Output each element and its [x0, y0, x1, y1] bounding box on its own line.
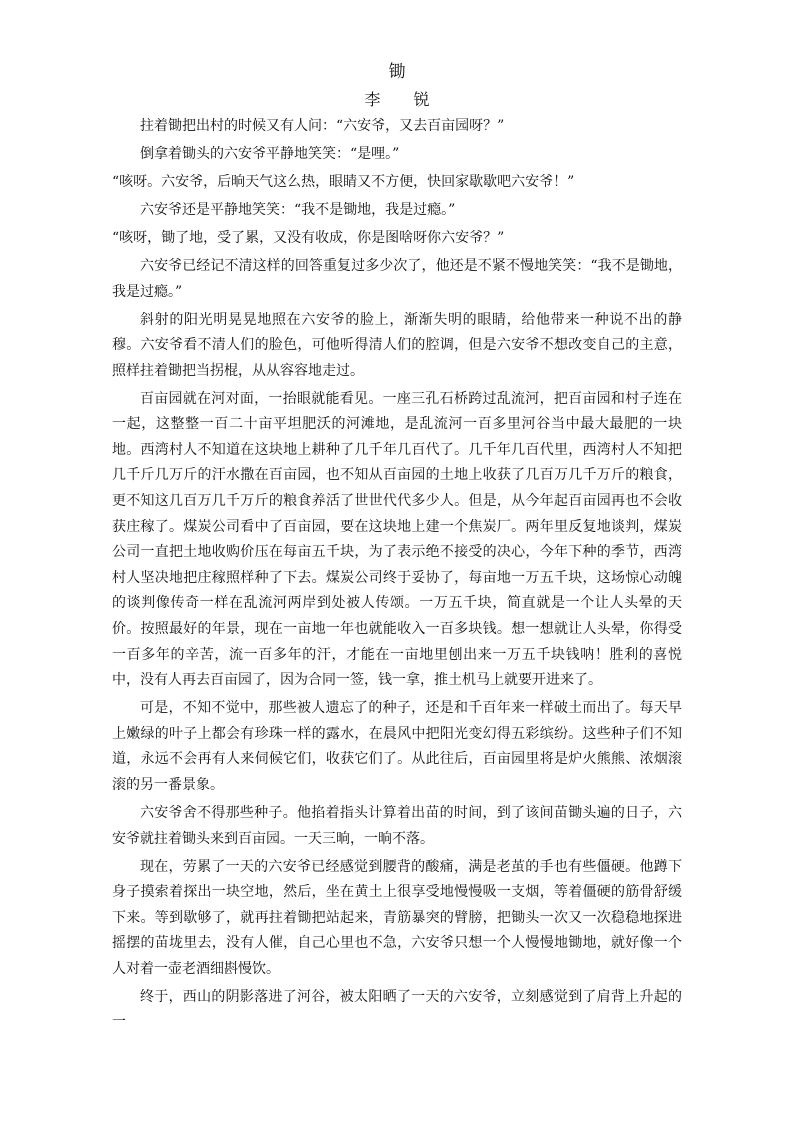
article-title: 锄	[388, 62, 406, 82]
document-page	[112, 60, 682, 1038]
paragraph: 拄着锄把出村的时候又有人问：“六安爷，又去百亩园呀？”	[140, 118, 505, 134]
paragraph: 可是，不知不觉中，那些被人遗忘了的种子，还是和千百年来一样破土而出了。每天早上嫩绿的叶子上都会有珍珠一样的露水，在晨风中把阳光变幻得五彩缤纷。这些种子们不知道，永远不会再有人来伺候它们，收获它们了。从此往后，百亩园里将是炉火熊熊、浓烟滚滚的另一番景象。	[112, 700, 682, 793]
paragraph: 斜射的阳光明晃晃地照在六安爷的脸上，渐渐失明的眼睛，给他带来一种说不出的静穆。六安爷看不清人们的脸色，可他听得清人们的腔调，但是六安爷不想改变自己的主意，照样拄着锄把当拐棍，从从容容地走过。	[112, 311, 682, 379]
paragraph: 现在，劳累了一天的六安爷已经感觉到腰背的酸痛，满是老茧的手也有些僵硬。他蹲下身子摸索着探出一块空地，然后，坐在黄土上很享受地慢慢吸一支烟，等着僵硬的筋骨舒缓下来。等到歇够了，就再拄着锄把站起来，青筋暴突的臂膀，把锄头一次又一次稳稳地探进摇摆的苗垅里去，没有人催，自己心里也不急，六安爷只想一个人慢慢地锄地，就好像一个人对着一壶老酒细斟慢饮。	[112, 858, 682, 977]
paragraph: 倒拿着锄头的六安爷平静地笑笑：“是哩。”	[140, 145, 400, 162]
paragraph: 百亩园就在河对面，一抬眼就能看见。一座三孔石桥跨过乱流河，把百亩园和村子连在一起，这整整一百二十亩平坦肥沃的河滩地，是乱流河一百多里河谷当中最大最肥的一块地。西湾村人不知道在这块地上耕种了几千年几百代了。几千年几百代里，西湾村人不知把几千斤几万斤的汗水撒在百亩园，也不知从百亩园的土地上收获了几百万几千万斤的粮食，更不知这几百万几千万斤的粮食养活了世世代代多少人。但是，从今年起百亩园再也不会收获庄稼了。煤炭公司看中了百亩园，要在这块地上建一个焦炭厂。两年里反复地谈判，煤炭公司一直把土地收购价压在每亩五千块，为了表示绝不接受的决心，今年下种的季节，西湾村人坚决地把庄稼照样种了下去。煤炭公司终于妥协了，每亩地一万五千块，这场惊心动魄的谈判像传奇一样在乱流河两岸到处被人传颂。一万五千块，简直就是一个让人头晕的天价。按照最好的年景，现在一亩地一年也就能收入一百多块钱。想一想就让人头晕，你得受一百多年的辛苦，流一百多年的汗，才能在一亩地里刨出来一万五千块钱呐！胜利的喜悦中，没有人再去百亩园了，因为合同一签，钱一拿，推土机马上就要开进来了。	[112, 390, 682, 689]
paragraph: 六安爷还是平静地笑笑：“我不是锄地，我是过瘾。”	[140, 201, 456, 218]
paragraph: “咳呀。六安爷，后晌天气这么热，眼睛又不方便，快回家歇歇吧六安爷！”	[112, 173, 575, 190]
paragraph: 六安爷舍不得那些种子。他掐着指头计算着出苗的时间，到了该间苗锄头遍的日子，六安爷就拄着锄头来到百亩园。一天三晌，一晌不落。	[112, 804, 682, 847]
paragraph: 六安爷已经记不清这样的回答重复过多少次了，他还是不紧不慢地笑笑：“我不是锄地，我是过瘾。”	[112, 257, 682, 300]
paragraph: “咳呀，锄了地，受了累，又没有收成，你是图啥呀你六安爷？”	[112, 229, 505, 246]
article-author: 李 锐	[364, 90, 444, 109]
paragraph: 终于，西山的阴影落进了河谷，被太阳晒了一天的六安爷，立刻感觉到了肩背上升起的一	[112, 988, 682, 1031]
